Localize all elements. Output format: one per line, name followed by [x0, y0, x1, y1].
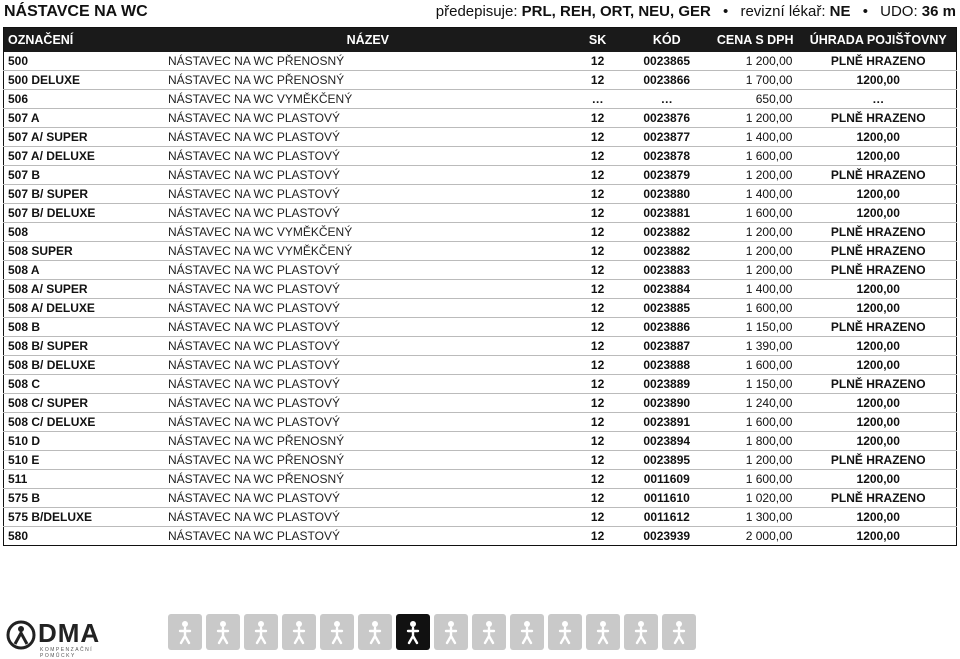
cell-uhrada: 1200,00 — [856, 510, 900, 524]
table-row — [4, 204, 957, 223]
cell-nazev: NÁSTAVEC NA WC PLASTOVÝ — [167, 301, 340, 315]
cell-cena: 1 400,00 — [745, 130, 793, 144]
review-label: revizní lékař: — [740, 3, 826, 20]
table-row — [4, 527, 957, 546]
cell-oznaceni: 507 B — [8, 168, 41, 182]
cell-kod: 0023883 — [643, 263, 691, 277]
dma-logo — [6, 616, 118, 659]
logo-mark-icon — [6, 620, 36, 650]
cell-cena: 1 240,00 — [745, 396, 793, 410]
table-row — [4, 71, 957, 90]
cell-sk: 12 — [590, 187, 605, 201]
cell-uhrada: PLNĚ HRAZENO — [830, 168, 926, 182]
cell-kod: 0023884 — [643, 282, 691, 296]
table-row — [4, 299, 957, 318]
cell-nazev: NÁSTAVEC NA WC PLASTOVÝ — [167, 396, 340, 410]
cell-kod: 0023882 — [643, 225, 691, 239]
cell-nazev: NÁSTAVEC NA WC PLASTOVÝ — [167, 282, 340, 296]
table-row — [4, 52, 957, 71]
bed-icon[interactable] — [434, 614, 468, 650]
cell-oznaceni: 508 A/ SUPER — [8, 282, 88, 296]
cell-kod: 0023889 — [643, 377, 691, 391]
cell-cena: 650,00 — [755, 92, 793, 106]
cell-oznaceni: 506 — [8, 92, 29, 106]
table-row — [4, 185, 957, 204]
rollator-icon[interactable] — [244, 614, 278, 650]
cell-cena: 1 400,00 — [745, 187, 793, 201]
cell-kod: 0023895 — [643, 453, 691, 467]
cell-nazev: NÁSTAVEC NA WC PŘENOSNÝ — [167, 73, 345, 87]
separator-dot: • — [862, 3, 868, 20]
cell-nazev: NÁSTAVEC NA WC VYMĚKČENÝ — [167, 244, 353, 258]
cell-uhrada: 1200,00 — [856, 358, 900, 372]
cell-cena: 1 600,00 — [745, 472, 793, 486]
cell-sk: 12 — [590, 111, 605, 125]
cell-uhrada: PLNĚ HRAZENO — [830, 225, 926, 239]
cell-cena: 1 700,00 — [745, 73, 793, 87]
table-row — [4, 166, 957, 185]
cell-nazev: NÁSTAVEC NA WC PLASTOVÝ — [167, 529, 340, 543]
cell-kod: 0023879 — [643, 168, 691, 182]
page-title: NÁSTAVCE NA WC — [4, 3, 148, 20]
cell-uhrada: PLNĚ HRAZENO — [830, 491, 926, 505]
prescribes-value: PRL, REH, ORT, NEU, GER — [521, 3, 711, 20]
table-row — [4, 337, 957, 356]
category-icons — [168, 614, 696, 650]
cell-cena: 1 200,00 — [745, 168, 793, 182]
cell-cena: 1 600,00 — [745, 358, 793, 372]
cell-cena: 1 200,00 — [745, 111, 793, 125]
cell-kod: 0023876 — [643, 111, 691, 125]
cell-oznaceni: 508 C/ SUPER — [8, 396, 89, 410]
cell-cena: 1 600,00 — [745, 415, 793, 429]
walker-icon[interactable] — [206, 614, 240, 650]
cell-cena: 1 200,00 — [745, 225, 793, 239]
cell-oznaceni: 511 — [8, 472, 28, 486]
cell-kod: 0023882 — [643, 244, 691, 258]
prescribes-label: předepisuje: — [435, 3, 518, 20]
cell-nazev: NÁSTAVEC NA WC PLASTOVÝ — [167, 168, 340, 182]
cell-kod: 0023877 — [643, 130, 691, 144]
cell-cena: 1 150,00 — [745, 377, 793, 391]
cell-sk: 12 — [590, 206, 605, 220]
page-header — [0, 0, 960, 26]
hoist-icon[interactable] — [624, 614, 658, 650]
cell-kod: 0023866 — [643, 73, 691, 87]
table-row — [4, 394, 957, 413]
col-uhrada: ÚHRADA POJIŠŤOVNY — [809, 32, 947, 47]
logo-text: DMA — [38, 618, 101, 648]
cell-kod: 0023888 — [643, 358, 691, 372]
cell-kod: 0023886 — [643, 320, 691, 334]
cell-cena: 1 200,00 — [745, 244, 793, 258]
cell-uhrada: 1200,00 — [856, 282, 900, 296]
cell-kod: 0023891 — [643, 415, 691, 429]
cell-sk: 12 — [590, 396, 605, 410]
cell-sk: 12 — [590, 472, 605, 486]
cell-oznaceni: 500 DELUXE — [8, 73, 81, 87]
cell-kod: 0011612 — [643, 510, 690, 524]
cell-kod: 0011609 — [643, 472, 690, 486]
table-row — [4, 242, 957, 261]
toilet-seat-icon[interactable] — [396, 614, 430, 650]
manual-wheelchair-icon[interactable] — [548, 614, 582, 650]
table-row — [4, 508, 957, 527]
separator-dot: • — [723, 3, 729, 20]
cell-uhrada: PLNĚ HRAZENO — [830, 244, 926, 258]
col-nazev: NÁZEV — [346, 32, 390, 47]
table-row — [4, 223, 957, 242]
col-oznaceni: OZNAČENÍ — [8, 32, 74, 47]
cell-oznaceni: 508 B/ SUPER — [8, 339, 89, 353]
cell-uhrada: 1200,00 — [856, 149, 900, 163]
cell-oznaceni: 510 D — [8, 434, 41, 448]
cell-kod: 0023890 — [643, 396, 691, 410]
chair-icon[interactable] — [662, 614, 696, 650]
cell-uhrada: 1200,00 — [856, 396, 900, 410]
cell-sk: 12 — [590, 168, 605, 182]
table-row — [4, 147, 957, 166]
cell-sk: 12 — [590, 301, 605, 315]
cell-sk: 12 — [590, 244, 605, 258]
cell-nazev: NÁSTAVEC NA WC PŘENOSNÝ — [167, 53, 345, 68]
cell-sk: 12 — [590, 149, 605, 163]
cell-uhrada: PLNĚ HRAZENO — [830, 453, 926, 467]
cell-sk: 12 — [590, 320, 605, 334]
mobility-wheelchair-icon[interactable] — [472, 614, 506, 650]
cell-sk: 12 — [590, 358, 605, 372]
patient-lift-icon[interactable] — [586, 614, 620, 650]
cell-uhrada: 1200,00 — [856, 472, 900, 486]
cell-sk: 12 — [590, 377, 605, 391]
cell-uhrada: 1200,00 — [856, 415, 900, 429]
table-row — [4, 280, 957, 299]
cell-cena: 1 600,00 — [745, 301, 793, 315]
commode-chair-icon[interactable] — [282, 614, 316, 650]
cell-nazev: NÁSTAVEC NA WC PLASTOVÝ — [167, 510, 340, 524]
logo-subtitle: KOMPENZAČNÍ POMŮCKY — [40, 647, 94, 659]
cell-uhrada: PLNĚ HRAZENO — [830, 320, 926, 334]
cell-sk: 12 — [590, 263, 605, 277]
cell-uhrada: PLNĚ HRAZENO — [830, 263, 926, 277]
cell-nazev: NÁSTAVEC NA WC PLASTOVÝ — [167, 111, 340, 125]
cell-oznaceni: 508 C/ DELUXE — [8, 415, 96, 429]
cell-sk: 12 — [590, 225, 605, 239]
cell-uhrada: 1200,00 — [856, 130, 900, 144]
bath-lift-icon[interactable] — [358, 614, 392, 650]
cell-nazev: NÁSTAVEC NA WC PLASTOVÝ — [167, 263, 340, 277]
cell-oznaceni: 580 — [8, 529, 29, 543]
cell-kod: 0023885 — [643, 301, 691, 315]
table-row — [4, 470, 957, 489]
cell-nazev: NÁSTAVEC NA WC PLASTOVÝ — [167, 377, 340, 391]
table-row — [4, 432, 957, 451]
walking-aid-icon[interactable] — [168, 614, 202, 650]
cell-oznaceni: 508 B/ DELUXE — [8, 358, 96, 372]
cell-cena: 1 600,00 — [745, 206, 793, 220]
cell-sk: 12 — [590, 453, 605, 467]
table-row — [4, 489, 957, 508]
cell-nazev: NÁSTAVEC NA WC PLASTOVÝ — [167, 339, 340, 353]
cell-sk: 12 — [590, 339, 605, 353]
cell-nazev: NÁSTAVEC NA WC PŘENOSNÝ — [167, 472, 345, 486]
cell-kod: 0023878 — [643, 149, 691, 163]
cell-uhrada: PLNĚ HRAZENO — [830, 53, 926, 68]
cell-cena: 1 200,00 — [745, 263, 793, 277]
cell-oznaceni: 508 A — [8, 263, 40, 277]
table-row — [4, 90, 957, 109]
cell-nazev: NÁSTAVEC NA WC PLASTOVÝ — [167, 415, 340, 429]
cell-nazev: NÁSTAVEC NA WC PLASTOVÝ — [167, 130, 340, 144]
cell-nazev: NÁSTAVEC NA WC PŘENOSNÝ — [167, 453, 345, 467]
cell-nazev: NÁSTAVEC NA WC PLASTOVÝ — [167, 491, 340, 505]
cell-cena: 1 020,00 — [745, 491, 793, 505]
table-body — [4, 52, 957, 546]
table-row — [4, 413, 957, 432]
cell-cena: 1 800,00 — [745, 434, 793, 448]
cell-uhrada: 1200,00 — [856, 339, 900, 353]
price-table — [3, 27, 957, 546]
cell-cena: 1 300,00 — [745, 510, 793, 524]
cell-uhrada: PLNĚ HRAZENO — [830, 377, 926, 391]
cell-oznaceni: 508 SUPER — [8, 244, 73, 258]
cell-kod: 0023939 — [643, 529, 691, 543]
cell-cena: 1 400,00 — [745, 282, 793, 296]
cell-oznaceni: 500 — [8, 53, 29, 68]
wheelchair-icon[interactable] — [510, 614, 544, 650]
review-value: NE — [829, 3, 851, 20]
cell-sk: 12 — [590, 130, 605, 144]
cell-kod: 0023887 — [643, 339, 691, 353]
cell-uhrada: 1200,00 — [856, 434, 900, 448]
cell-cena: 1 200,00 — [745, 453, 793, 467]
cell-oznaceni: 507 A/ SUPER — [8, 130, 88, 144]
cell-kod: 0023881 — [643, 206, 691, 220]
cell-oznaceni: 507 B/ SUPER — [8, 187, 89, 201]
cell-nazev: NÁSTAVEC NA WC VYMĚKČENÝ — [167, 92, 353, 106]
table-row — [4, 451, 957, 470]
cell-cena: 2 000,00 — [745, 529, 793, 543]
cell-kod: 0023865 — [643, 53, 691, 68]
cell-cena: 1 200,00 — [745, 53, 793, 68]
table-row — [4, 109, 957, 128]
cell-uhrada: 1200,00 — [856, 187, 900, 201]
col-kod: KÓD — [652, 32, 681, 47]
table-row — [4, 128, 957, 147]
cell-sk: 12 — [590, 491, 605, 505]
udo-value: 36 m — [921, 3, 956, 20]
cell-sk: 12 — [590, 415, 605, 429]
cell-nazev: NÁSTAVEC NA WC PLASTOVÝ — [167, 149, 340, 163]
table-header-row — [4, 28, 957, 52]
shower-chair-icon[interactable] — [320, 614, 354, 650]
col-cena: CENA S DPH — [716, 32, 794, 47]
cell-kod: 0011610 — [643, 491, 690, 505]
cell-oznaceni: 510 E — [8, 453, 40, 467]
cell-kod: 0023880 — [643, 187, 691, 201]
cell-nazev: NÁSTAVEC NA WC PLASTOVÝ — [167, 187, 340, 201]
cell-uhrada: PLNĚ HRAZENO — [830, 111, 926, 125]
cell-oznaceni: 575 B/DELUXE — [8, 510, 93, 524]
cell-nazev: NÁSTAVEC NA WC PLASTOVÝ — [167, 320, 340, 334]
cell-sk: 12 — [590, 510, 605, 524]
table-row — [4, 261, 957, 280]
cell-oznaceni: 508 — [8, 225, 29, 239]
footer — [0, 608, 960, 659]
table-row — [4, 375, 957, 394]
udo-label: UDO: — [880, 3, 918, 20]
cell-cena: 1 600,00 — [745, 149, 793, 163]
header-meta — [436, 3, 956, 20]
cell-nazev: NÁSTAVEC NA WC PLASTOVÝ — [167, 206, 340, 220]
cell-sk: … — [591, 92, 604, 106]
cell-nazev: NÁSTAVEC NA WC PLASTOVÝ — [167, 358, 340, 372]
cell-cena: 1 150,00 — [745, 320, 793, 334]
cell-uhrada: 1200,00 — [856, 73, 900, 87]
cell-nazev: NÁSTAVEC NA WC VYMĚKČENÝ — [167, 225, 353, 239]
cell-oznaceni: 507 B/ DELUXE — [8, 206, 96, 220]
cell-oznaceni: 507 A/ DELUXE — [8, 149, 95, 163]
table-row — [4, 356, 957, 375]
col-sk: SK — [588, 32, 607, 47]
cell-cena: 1 390,00 — [745, 339, 793, 353]
cell-sk: 12 — [590, 53, 605, 68]
cell-sk: 12 — [590, 73, 605, 87]
cell-oznaceni: 507 A — [8, 111, 40, 125]
cell-kod: 0023894 — [643, 434, 691, 448]
table-row — [4, 318, 957, 337]
cell-oznaceni: 575 B — [8, 491, 41, 505]
cell-oznaceni: 508 C — [8, 377, 41, 391]
cell-uhrada: … — [872, 92, 885, 106]
cell-oznaceni: 508 B — [8, 320, 41, 334]
cell-uhrada: 1200,00 — [856, 206, 900, 220]
cell-kod: … — [660, 92, 673, 106]
cell-sk: 12 — [590, 434, 605, 448]
cell-uhrada: 1200,00 — [856, 301, 900, 315]
cell-sk: 12 — [590, 529, 605, 543]
cell-uhrada: 1200,00 — [856, 529, 900, 543]
cell-sk: 12 — [590, 282, 605, 296]
cell-nazev: NÁSTAVEC NA WC PŘENOSNÝ — [167, 434, 345, 448]
cell-oznaceni: 508 A/ DELUXE — [8, 301, 95, 315]
